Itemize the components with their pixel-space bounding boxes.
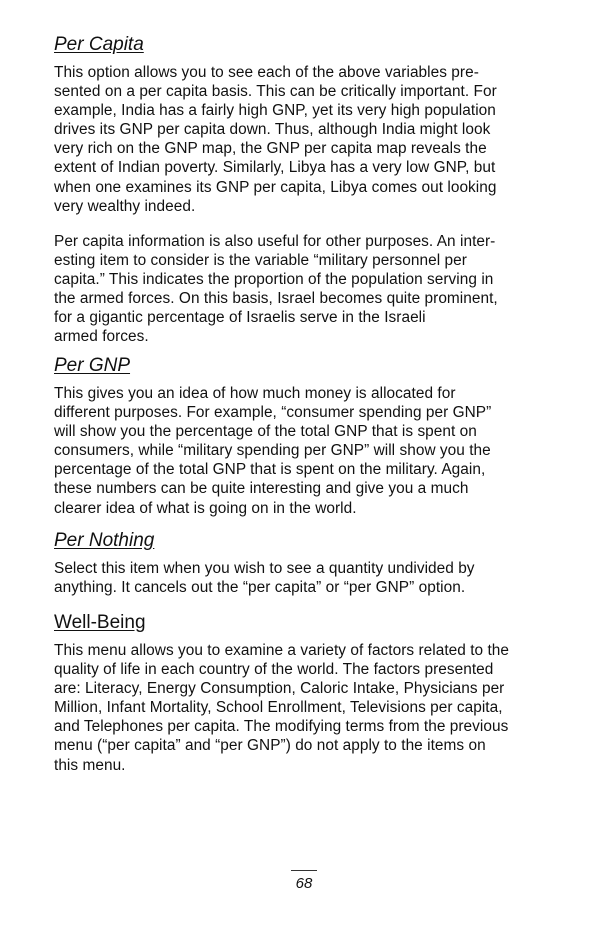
heading-well-being: Well-Being	[54, 612, 146, 633]
paragraph-per-nothing: Select this item when you wish to see a quantity undivided by anything. It cancels out the “per capita” or “per GNP” option.	[54, 560, 475, 597]
heading-per-capita: Per Capita	[54, 34, 144, 55]
page-number: 68	[295, 875, 313, 892]
section-well-being	[54, 611, 564, 775]
page-footer	[0, 870, 608, 893]
footer-rule	[291, 870, 317, 871]
paragraph-well-being: This menu allows you to examine a variety of factors related to the quality of life in each country of the world. The factors presented are: Literacy, Energy Consumption, Caloric Intake, Physicians per Million, Infant Mortality, School Enrollment, Televisions per capita, and Telephones per capita. The modifying terms from the previous menu (“per capita” and “per GNP”) do not apply to the items on this menu.	[54, 642, 510, 774]
paragraph-per-capita-2: Per capita information is also useful for other purposes. An inter- esting item to consider is the variable “military personnel per capita.” This indicates the proportion of the population serving in the armed forces. On this basis, Israel becomes quite prominent, for a gigantic percentage of Israelis serve in the Israeli armed forces.	[54, 232, 498, 346]
section-per-capita	[54, 33, 564, 346]
paragraph-per-gnp: This gives you an idea of how much money is allocated for different purposes. For example, “consumer spending per GNP” will show you the percentage of the total GNP that is spent on consumers, while “military spending per GNP” will show you the percentage of the total GNP that is spent on the military. Again, these numbers can be quite interesting and give you a much clearer idea of what is going on in the world.	[54, 385, 492, 517]
heading-per-gnp: Per GNP	[54, 355, 131, 376]
section-per-gnp	[54, 354, 564, 518]
heading-per-nothing: Per Nothing	[54, 530, 155, 551]
section-per-nothing	[54, 529, 564, 597]
paragraph-per-capita-1: This option allows you to see each of the above variables pre- sented on a per capita basis. This can be critically important. For example, India has a fairly high GNP, yet its very high population drives its GNP per capita down. Thus, although India might look very rich on the GNP map, the GNP per capita map reveals the extent of Indian poverty. Similarly, Libya has a very low GNP, but when one examines its GNP per capita, Libya comes out looking very wealthy indeed.	[54, 64, 497, 215]
